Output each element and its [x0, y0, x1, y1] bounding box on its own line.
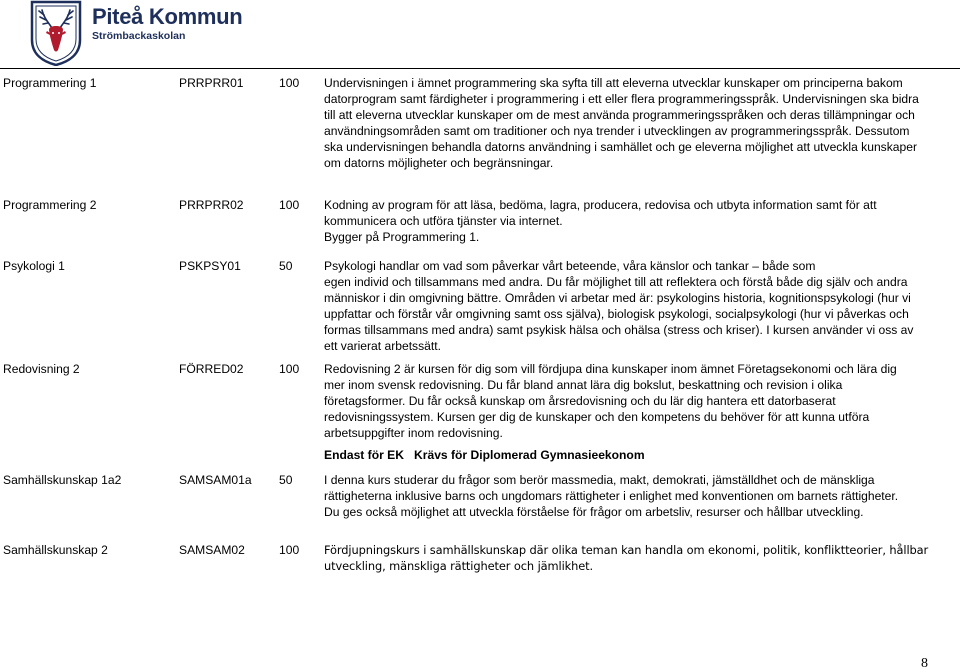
- course-code: SAMSAM01a: [179, 473, 252, 487]
- municipality-name: Piteå Kommun: [92, 4, 243, 29]
- description-line: rättigheterna inklusive barns och ungdomars rättigheter i enlighet med konventionen om barnets rättigheter.: [324, 489, 899, 504]
- course-points: 50: [279, 473, 293, 487]
- course-points: 50: [279, 259, 293, 273]
- description-line: människor i din omgivning bättre. Områden vi arbetar med är: psykologins historia, kognitionspsykologi (hur vi: [324, 291, 911, 306]
- course-description: [324, 258, 956, 355]
- description-line: mer inom svensk redovisning. Du får bland annat lära dig bokslut, beskattning och revision i olika: [324, 378, 843, 393]
- course-code: FÖRRED02: [179, 362, 244, 376]
- course-description: [324, 197, 956, 245]
- description-line: formas tillsammans med andra) samt psykisk hälsa och ohälsa (stress och kriser). I kursen använder vi oss av: [324, 323, 914, 338]
- course-code: PSKPSY01: [179, 259, 241, 273]
- course-description: [324, 542, 956, 574]
- course-description: [324, 361, 956, 464]
- course-name: Redovisning 2: [3, 362, 80, 376]
- course-name: Samhällskunskap 2: [3, 543, 108, 557]
- course-points: 100: [279, 198, 300, 212]
- page-header: [30, 0, 290, 70]
- description-line: utveckling, mänskliga rättigheter och jämlikhet.: [324, 559, 594, 574]
- course-description: [324, 472, 956, 520]
- description-line: egen individ och tillsammans med andra. Du får möjlighet till att reflektera och förstå både dig själv och andra: [324, 275, 908, 290]
- description-line: Psykologi handlar om vad som påverkar vårt beteende, våra känslor och tankar – både som: [324, 259, 816, 273]
- course-table: [0, 68, 960, 69]
- course-note: [324, 447, 956, 463]
- description-line: till att eleverna utvecklar kunskaper om de mest använda programmeringsspråken och deras tillämpningar och: [324, 108, 915, 123]
- description-line: Bygger på Programmering 1.: [324, 230, 480, 245]
- course-name: Programmering 1: [3, 76, 97, 90]
- description-line: Redovisning 2 är kursen för dig som vill fördjupa dina kunskaper inom ämnet Företagsekonomi och lära dig: [324, 362, 897, 376]
- description-line: kommunicera och utföra tjänster via internet.: [324, 214, 563, 229]
- description-line: Undervisningen i ämnet programmering ska syfta till att eleverna utvecklar kunskaper om principerna bakom: [324, 76, 903, 90]
- course-points: 100: [279, 76, 300, 90]
- course-code: PRRPRR02: [179, 198, 244, 212]
- description-line: Kodning av program för att läsa, bedöma, lagra, producera, redovisa och utbyta information samt för att: [324, 198, 877, 212]
- description-line: Fördjupningskurs i samhällskunskap där olika teman kan handla om ekonomi, politik, konfliktteorier, hållbar: [324, 543, 929, 557]
- brand: [92, 5, 242, 43]
- course-points: 100: [279, 362, 300, 376]
- reindeer-crest-icon: [30, 0, 82, 66]
- description-line: ska undervisningen behandla datorns användning i samhället och ge eleverna möjlighet att utveckla kunskaper: [324, 140, 917, 155]
- description-line: arbetsuppgifter inom redovisning.: [324, 426, 503, 441]
- description-line: ett varierat arbetssätt.: [324, 339, 441, 354]
- description-line: redovisningssystem. Kursen ger dig de kunskaper och den kompetens du behöver för att kunna utföra: [324, 410, 870, 425]
- page-number: 8: [921, 656, 928, 671]
- description-line: datorprogram samt färdigheter i programmering i ett eller flera programmeringsspråk. Undervisningen ska bidra: [324, 92, 919, 107]
- description-line: I denna kurs studerar du frågor som berör massmedia, makt, demokrati, jämställdhet och de mänskliga: [324, 473, 875, 487]
- course-name: Programmering 2: [3, 198, 97, 212]
- course-note-text: Endast för EK Krävs för Diplomerad Gymnasieekonom: [324, 448, 645, 463]
- course-code: SAMSAM02: [179, 543, 245, 557]
- course-code: PRRPRR01: [179, 76, 244, 90]
- course-points: 100: [279, 543, 300, 557]
- school-name: Strömbackaskolan: [92, 30, 186, 42]
- course-name: Psykologi 1: [3, 259, 65, 273]
- description-line: användningsområden samt om traditioner och nya trender i utvecklingen av programmeringsspråk. Dessutom: [324, 124, 910, 139]
- description-line: om datorns möjligheter och begränsningar.: [324, 156, 554, 171]
- description-line: uppfattar och förstår vår omgivning samt oss själva), biologisk psykologi, socialpsykologi (hur vi påverkas och: [324, 307, 909, 322]
- course-name: Samhällskunskap 1a2: [3, 473, 122, 487]
- description-line: företagsformer. Du får också kunskap om årsredovisning och du lär dig hantera ett datorbaserat: [324, 394, 836, 409]
- description-line: Du ges också möjlighet att utveckla förståelse för frågor om arbetsliv, resurser och hållbar utveckling.: [324, 505, 864, 520]
- course-description: [324, 75, 956, 172]
